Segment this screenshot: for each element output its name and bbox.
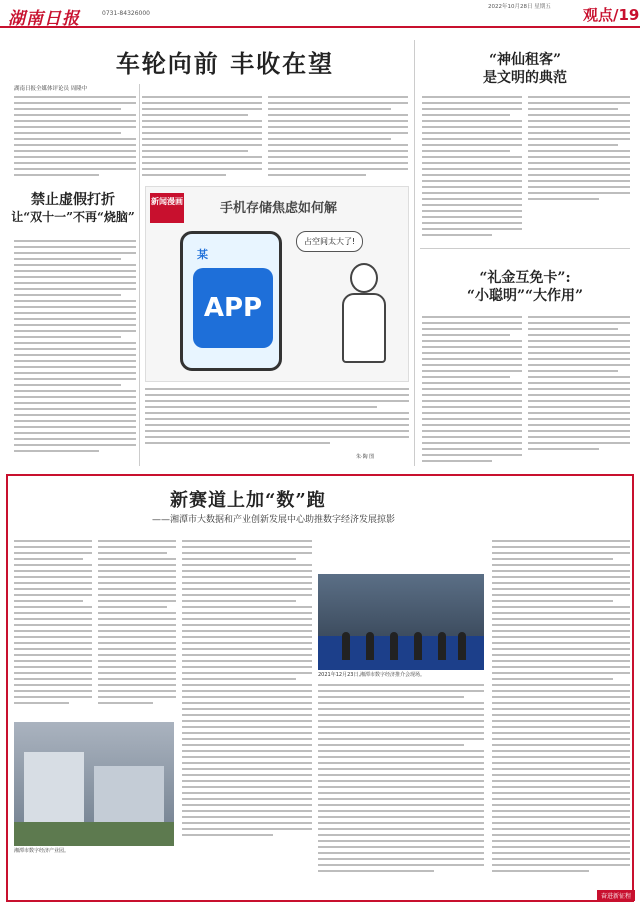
feature-subhead: ——湘潭市大数据和产业创新发展中心助推数字经济发展掠影 (152, 515, 396, 525)
main-article-col3 (268, 96, 408, 184)
feature-col2 (98, 540, 176, 716)
gift-card-headline: “礼金互免卡”: “小聪明”“大作用” (466, 270, 584, 304)
feature-col1 (14, 540, 92, 716)
feature-col5 (492, 540, 630, 884)
investment-meeting-photo (318, 574, 484, 670)
person-illustration (336, 263, 392, 367)
comic-badge: 新闻漫画 (150, 193, 184, 223)
comic-credit: 朱·陶 图 (356, 454, 375, 460)
app-small-label: 某 (197, 248, 208, 261)
feature-col3 (182, 540, 312, 846)
article-divider (420, 248, 630, 249)
shopping-article-text (14, 240, 136, 466)
comic-commentary-text (145, 388, 409, 450)
masthead-date: 2022年10月28日 星期五 (488, 4, 551, 10)
tenant-headline: “神仙租客” 是文明的典范 (483, 52, 567, 86)
industrial-park-photo (14, 722, 174, 846)
photo1-caption: 湘潭市数字经济产业园。 (14, 848, 70, 854)
gift-card-article-col1 (422, 316, 522, 466)
feature-col4 (318, 684, 484, 884)
masthead (0, 0, 640, 28)
series-tag: 奋进新征程 (597, 890, 635, 901)
section-label: 观点/19 (583, 6, 640, 24)
column-rule (139, 84, 140, 466)
main-article-col1 (14, 96, 136, 184)
shopping-headline: 禁止虚假打折 让“双十一”不再“烧脑” (11, 192, 135, 224)
gift-card-article-col2 (528, 316, 630, 466)
tenant-article-col1 (422, 96, 522, 242)
masthead-info: 0731-84326000 (102, 10, 150, 17)
feature-headline: 新赛道上加“数”跑 (170, 490, 326, 511)
phone-illustration (180, 231, 282, 371)
main-article-col2 (142, 96, 262, 184)
tenant-article-col2 (528, 96, 630, 242)
photo2-caption: 2021年12月23日,湘潭市数字经济推介会现场。 (318, 672, 426, 678)
app-label: APP (193, 268, 273, 348)
column-rule (414, 40, 415, 466)
main-headline: 车轮向前 丰收在望 (115, 49, 335, 78)
speech-bubble: 占空间太大了! (296, 231, 363, 252)
newspaper-logo: 湖南日报 (8, 9, 80, 29)
news-comic (145, 186, 409, 382)
comic-title: 手机存储焦虑如何解 (220, 201, 338, 216)
main-byline: 湖南日报全媒体评论员 周隆中 (14, 86, 88, 92)
